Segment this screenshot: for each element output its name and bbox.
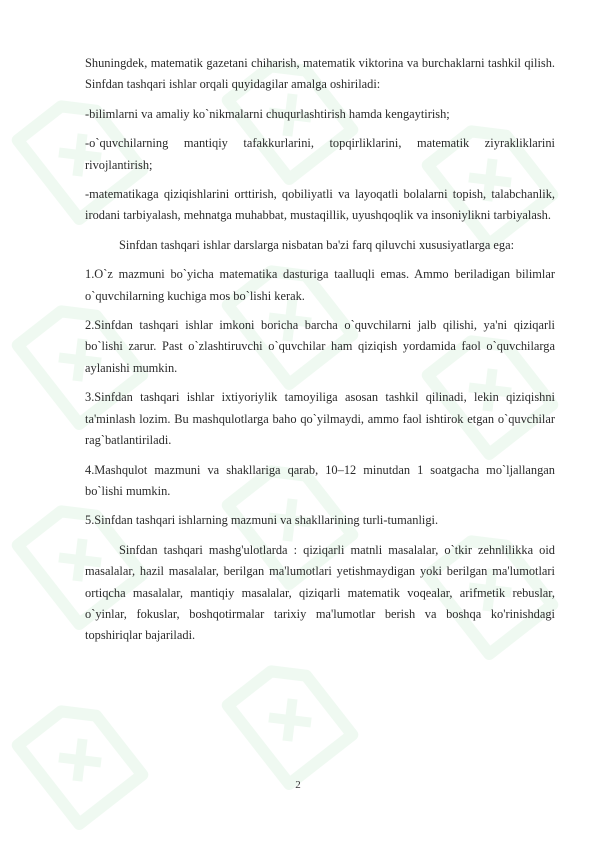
paragraph: Sinfdan tashqari mashg'ulotlarda : qiziqarli matnli masalalar, o`tkir zehnlilikka oid masalalar, hazil masalalar, berilgan ma'lumotlari yetishmaydigan yoki berilgan ma'lumotlari ortiqcha masalalar, mantiqiy masalalar, qiziqarli matematik voqealar, arifmetik rebuslar, o`yinlar, fokuslar, boshqotirmalar tarixiy ma'lumotlar berish va boshqa ko'rinishdagi topshiriqlar bajariladi. bbox=[85, 542, 555, 643]
page-body bbox=[85, 53, 555, 647]
list-item: -bilimlarni va amaliy ko`nikmalarni chuqurlashtirish hamda kengaytirish; bbox=[85, 106, 450, 121]
page-number: 2 bbox=[295, 779, 301, 791]
paragraph: Shuningdek, matematik gazetani chiharish, matematik viktorina va burchaklarni tashkil qilish. Sinfdan tashqari ishlar orqali quyidagilar amalga oshiriladi: bbox=[85, 56, 555, 92]
list-item: 5.Sinfdan tashqari ishlarning mazmuni va shakllarining turli-tumanligi. bbox=[85, 513, 439, 528]
list-item: 1.O`z mazmuni bo`yicha matematika dasturiga taalluqli emas. Ammo beriladigan bilimlar o`quvchilarning kuchiga mos bo`lishi kerak. bbox=[85, 267, 555, 303]
list-item: 4.Mashqulot mazmuni va shakllariga qarab, 10–12 minutdan 1 soatgacha mo`ljallangan bo`lishi mumkin. bbox=[85, 462, 555, 498]
paragraph: Sinfdan tashqari ishlar darslarga nisbatan ba'zi farq qiluvchi xususiyatlarga ega: bbox=[119, 237, 515, 252]
list-item: -o`quvchilarning mantiqiy tafakkurlarini, topqirliklarini, matematik ziyrakliklarini rivojlantirish; bbox=[85, 136, 555, 172]
document-watermark-icon bbox=[0, 676, 164, 844]
list-item: 3.Sinfdan tashqari ishlar ixtiyoriylik tamoyiliga asosan tashkil qilinadi, lekin qiziqishni ta'minlash lozim. Bu mashqulotlarga baho qo`yilmaydi, ammo faol ishtirok etgan o`quvchilar rag`batlantiriladi. bbox=[85, 390, 555, 448]
list-item: 2.Sinfdan tashqari ishlar imkoni boricha barcha o`quvchilarni jalb qilishi, ya'ni qiziqarli bo`lishi zarur. Past o`zlashtiruvchi o`quvchilar ham qiziqish yordamida faol o`quvchilarga aylanishi mumkin. bbox=[85, 318, 555, 375]
list-item: -matematikaga qiziqishlarini orttirish, qobiliyatli va layoqatli bolalarni topish, talabchanlik, irodani tarbiyalash, mehnatga muhabbat, mustaqillik, uyushqoqlik va insoniylikni tarbiyalash. bbox=[85, 187, 555, 223]
